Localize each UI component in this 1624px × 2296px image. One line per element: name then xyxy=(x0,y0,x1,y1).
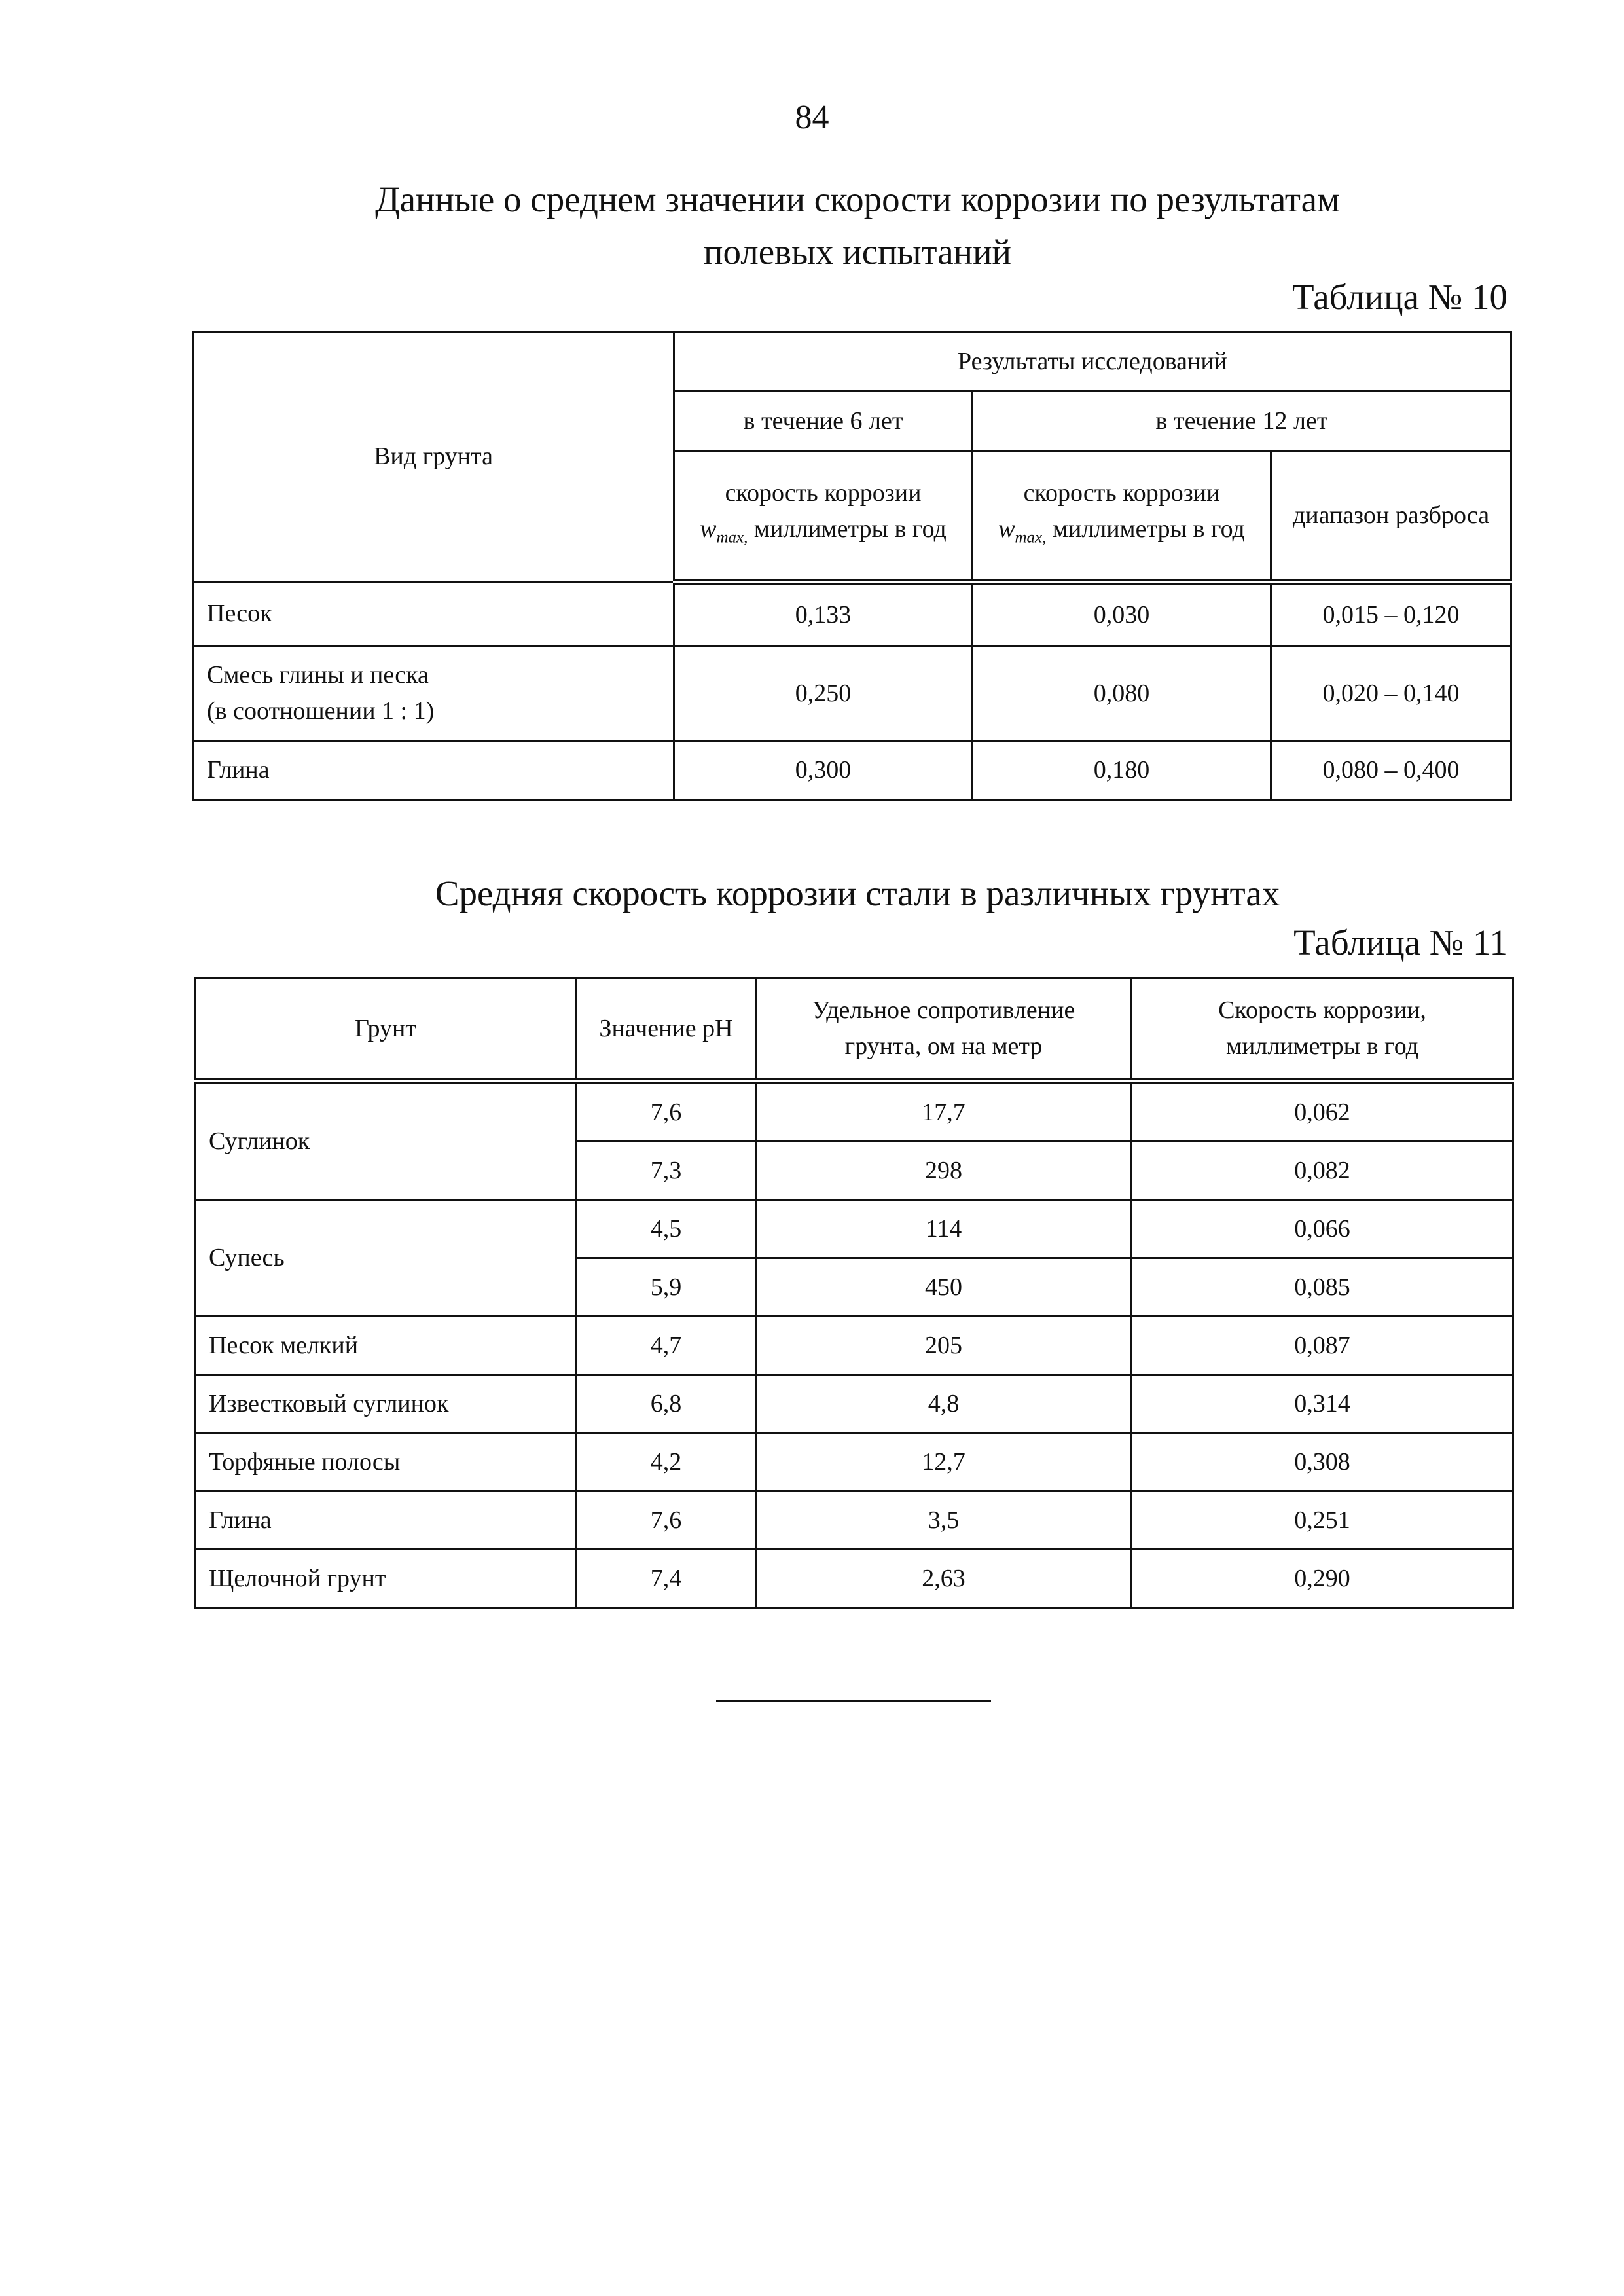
rate-cell: 0,314 xyxy=(1132,1375,1513,1433)
resistivity-cell: 450 xyxy=(756,1258,1132,1317)
resistivity-cell: 17,7 xyxy=(756,1081,1132,1142)
rate-cell: 0,308 xyxy=(1132,1433,1513,1491)
table10-header-row xyxy=(193,332,1511,392)
twelve-years-header: в течение 12 лет xyxy=(973,392,1511,451)
table11-label: Таблица № 11 xyxy=(1293,922,1507,962)
soil-cell: Супесь xyxy=(195,1200,577,1317)
resistivity-header: Удельное сопротивление грунта, ом на метр xyxy=(756,979,1132,1082)
range-cell: 0,015 – 0,120 xyxy=(1271,582,1511,646)
resistivity-cell: 4,8 xyxy=(756,1375,1132,1433)
rate-cell: 0,085 xyxy=(1132,1258,1513,1317)
soil-cell: Глина xyxy=(195,1491,577,1550)
rate-12-years-header xyxy=(973,451,1271,582)
table10-label: Таблица № 10 xyxy=(1292,277,1507,317)
rate-6-years-header xyxy=(674,451,973,582)
table-row xyxy=(195,1081,1513,1142)
rate12-cell: 0,080 xyxy=(973,646,1271,741)
rate-cell: 0,087 xyxy=(1132,1317,1513,1375)
table11-title: Средняя скорость коррозии стали в различных грунтах xyxy=(435,873,1280,913)
rate-var: w xyxy=(700,515,717,543)
rate6-cell: 0,300 xyxy=(674,741,973,800)
ph-cell: 4,7 xyxy=(577,1317,756,1375)
ph-cell: 7,6 xyxy=(577,1491,756,1550)
ph-cell: 7,3 xyxy=(577,1142,756,1200)
range-cell: 0,020 – 0,140 xyxy=(1271,646,1511,741)
table10-title xyxy=(262,173,1453,278)
rate-suffix: миллиметры в год xyxy=(1046,515,1245,543)
results-header: Результаты исследований xyxy=(674,332,1511,392)
rate12-cell: 0,030 xyxy=(973,582,1271,646)
rate-sub: max, xyxy=(1015,528,1047,547)
soil-cell: Песок xyxy=(193,582,674,646)
rate-var: w xyxy=(998,515,1015,543)
rate-suffix: миллиметры в год xyxy=(748,515,947,543)
table-row xyxy=(195,1550,1513,1608)
soil-cell: Глина xyxy=(193,741,674,800)
corrosion-rate-header: Скорость коррозии, миллиметры в год xyxy=(1132,979,1513,1082)
table-row xyxy=(195,1200,1513,1258)
rate6-cell: 0,250 xyxy=(674,646,973,741)
table-row xyxy=(195,1375,1513,1433)
ph-cell: 4,5 xyxy=(577,1200,756,1258)
ph-header: Значение pH xyxy=(577,979,756,1082)
corrosion-field-test-table xyxy=(192,331,1512,801)
rate6-cell: 0,133 xyxy=(674,582,973,646)
soil-cell: Известковый суглинок xyxy=(195,1375,577,1433)
soil-cell: Песок мелкий xyxy=(195,1317,577,1375)
rate-sub: max, xyxy=(716,528,748,547)
soil-cell: Смесь глины и песка (в соотношении 1 : 1) xyxy=(193,646,674,741)
resistivity-cell: 205 xyxy=(756,1317,1132,1375)
ph-cell: 7,4 xyxy=(577,1550,756,1608)
table10-title-line2: полевых испытаний xyxy=(704,232,1011,272)
rate-cell: 0,251 xyxy=(1132,1491,1513,1550)
soil-cell: Щелочной грунт xyxy=(195,1550,577,1608)
end-separator-line xyxy=(716,1700,991,1702)
ph-cell: 7,6 xyxy=(577,1081,756,1142)
rate-cell: 0,290 xyxy=(1132,1550,1513,1608)
rate-cell: 0,062 xyxy=(1132,1081,1513,1142)
rate-cell: 0,082 xyxy=(1132,1142,1513,1200)
table-row xyxy=(195,1433,1513,1491)
table-row xyxy=(193,582,1511,646)
soil-type-header: Вид грунта xyxy=(193,332,674,582)
table-row xyxy=(193,741,1511,800)
soil-cell: Суглинок xyxy=(195,1081,577,1200)
table10-title-line1: Данные о среднем значении скорости коррозии по результатам xyxy=(375,179,1340,219)
ph-cell: 6,8 xyxy=(577,1375,756,1433)
table11-header-row xyxy=(195,979,1513,1082)
rate-prefix: скорость коррозии xyxy=(1023,479,1220,507)
resistivity-cell: 12,7 xyxy=(756,1433,1132,1491)
ph-cell: 5,9 xyxy=(577,1258,756,1317)
resistivity-cell: 2,63 xyxy=(756,1550,1132,1608)
range-cell: 0,080 – 0,400 xyxy=(1271,741,1511,800)
resistivity-cell: 298 xyxy=(756,1142,1132,1200)
table-row xyxy=(195,1317,1513,1375)
page-number: 84 xyxy=(795,99,829,136)
resistivity-cell: 3,5 xyxy=(756,1491,1132,1550)
range-header: диапазон разброса xyxy=(1271,451,1511,582)
ph-cell: 4,2 xyxy=(577,1433,756,1491)
resistivity-cell: 114 xyxy=(756,1200,1132,1258)
rate-cell: 0,066 xyxy=(1132,1200,1513,1258)
soil-cell: Торфяные полосы xyxy=(195,1433,577,1491)
steel-corrosion-table xyxy=(194,977,1514,1609)
table-row xyxy=(193,646,1511,741)
rate-prefix: скорость коррозии xyxy=(725,479,922,507)
soil-header: Грунт xyxy=(195,979,577,1082)
six-years-header: в течение 6 лет xyxy=(674,392,973,451)
table-row xyxy=(195,1491,1513,1550)
rate12-cell: 0,180 xyxy=(973,741,1271,800)
